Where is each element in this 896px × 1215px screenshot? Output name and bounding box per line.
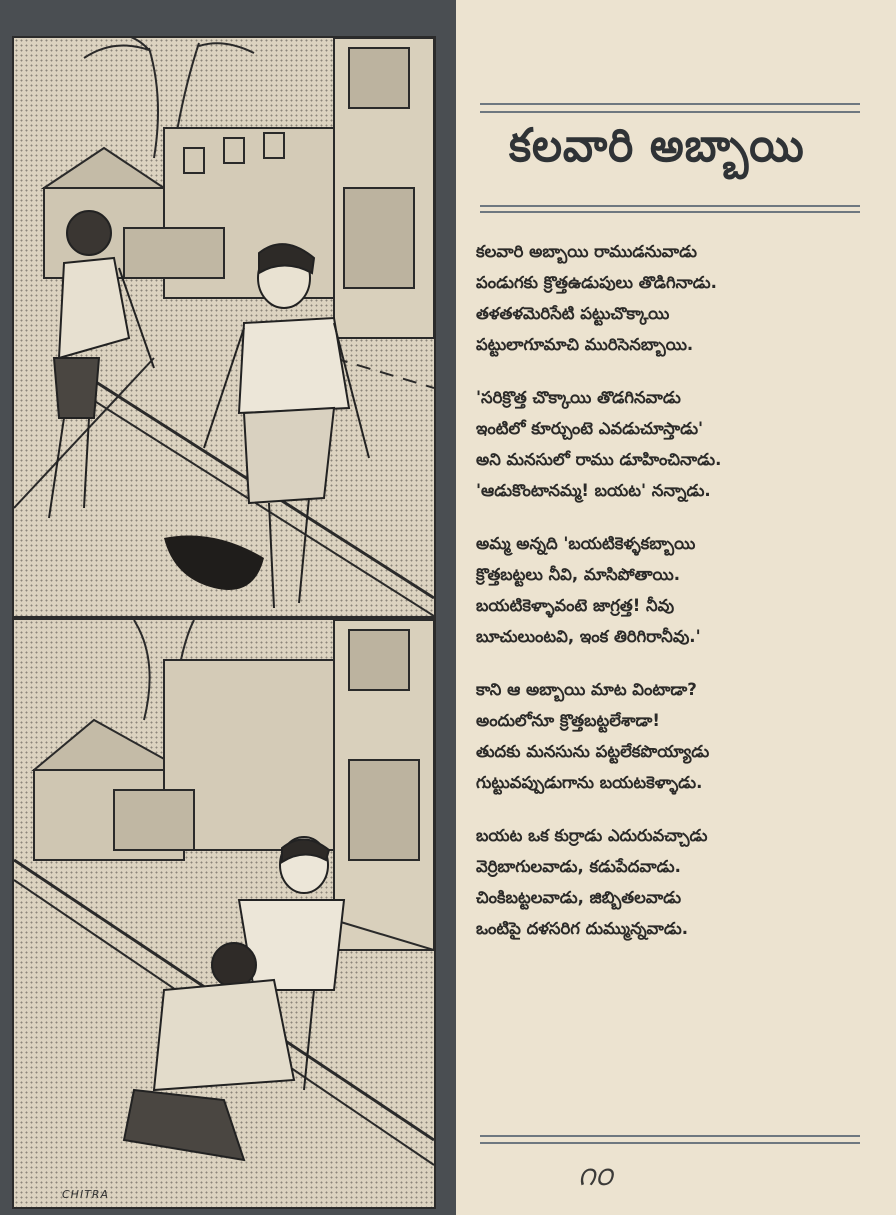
poem-line: వెర్రిబాగులవాడు, కడుపేదవాడు. (476, 857, 681, 876)
footer-rule (480, 1135, 860, 1144)
top-panel-drawing (14, 38, 434, 616)
text-column (456, 0, 896, 1215)
poem-line: అమ్మ అన్నది 'బయటికెళ్ళకబ్బాయి (476, 534, 696, 553)
poem-line: 'ఆడుకొంటానమ్మ! బయట' నన్నాడు. (476, 481, 711, 500)
stanza-1 (476, 236, 876, 360)
poem-line: గుట్టువప్పుడుగాను బయటకెళ్ళాడు. (476, 773, 703, 792)
poem-line: అందులోనూ క్రొత్తబట్టలేశాడా! (476, 711, 660, 730)
poem (476, 236, 876, 966)
stanza-2 (476, 382, 876, 506)
poem-line: కాని ఆ అబ్బాయి మాట వింటాడా? (476, 680, 697, 699)
poem-line: ఒంటిపై దళసరిగ దుమ్మున్నవాడు. (476, 919, 689, 938)
bottom-panel-drawing (14, 620, 434, 1207)
poem-line: కలవారి అబ్బాయి రాముడనువాడు (476, 242, 697, 261)
poem-line: పట్టులాగూమాచి మురిసెనబ్బాయి. (476, 335, 694, 354)
artist-signature: CHITRA (62, 1188, 110, 1201)
stanza-3 (476, 528, 876, 652)
illustration-bottom-panel (12, 618, 436, 1209)
poem-line: 'సరిక్రొత్త చొక్కాయి తొడగినవాడు (476, 388, 681, 407)
poem-line: బయట ఒక కుర్రాడు ఎదురువచ్చాడు (476, 826, 708, 845)
poem-line: క్రొత్తబట్టలు నీవి, మాసిపోతాయి. (476, 565, 681, 584)
poem-line: బయటికెళ్ళావంటె జాగ్రత్త! నీవు (476, 596, 675, 615)
poem-line: అని మనసులో రాము డూహించినాడు. (476, 450, 722, 469)
poem-line: తుదకు మనసును పట్టలేకపొయ్యాడు (476, 742, 710, 761)
stanza-5 (476, 820, 876, 944)
illustration-top-panel (12, 36, 436, 618)
poem-line: తళతళమెరిసేటి పట్టుచొక్కాయి (476, 304, 670, 323)
title-bottom-rule (480, 205, 860, 213)
page-number: ౧౦ (578, 1162, 613, 1192)
poem-line: చింకిబట్టలవాడు, జిబ్బితలవాడు (476, 888, 682, 907)
stanza-4 (476, 674, 876, 798)
poem-line: పండుగకు క్రొత్తఉడుపులు తొడిగినాడు. (476, 273, 717, 292)
poem-line: బూచులుంటవి, ఇంక తిరిగిరానీవు.' (476, 627, 701, 646)
page-title: కలవారి అబ్బాయి (508, 118, 805, 172)
poem-line: ఇంటిలో కూర్చుంటె ఎవడుచూస్తాడు' (476, 419, 704, 438)
title-top-rule (480, 103, 860, 113)
